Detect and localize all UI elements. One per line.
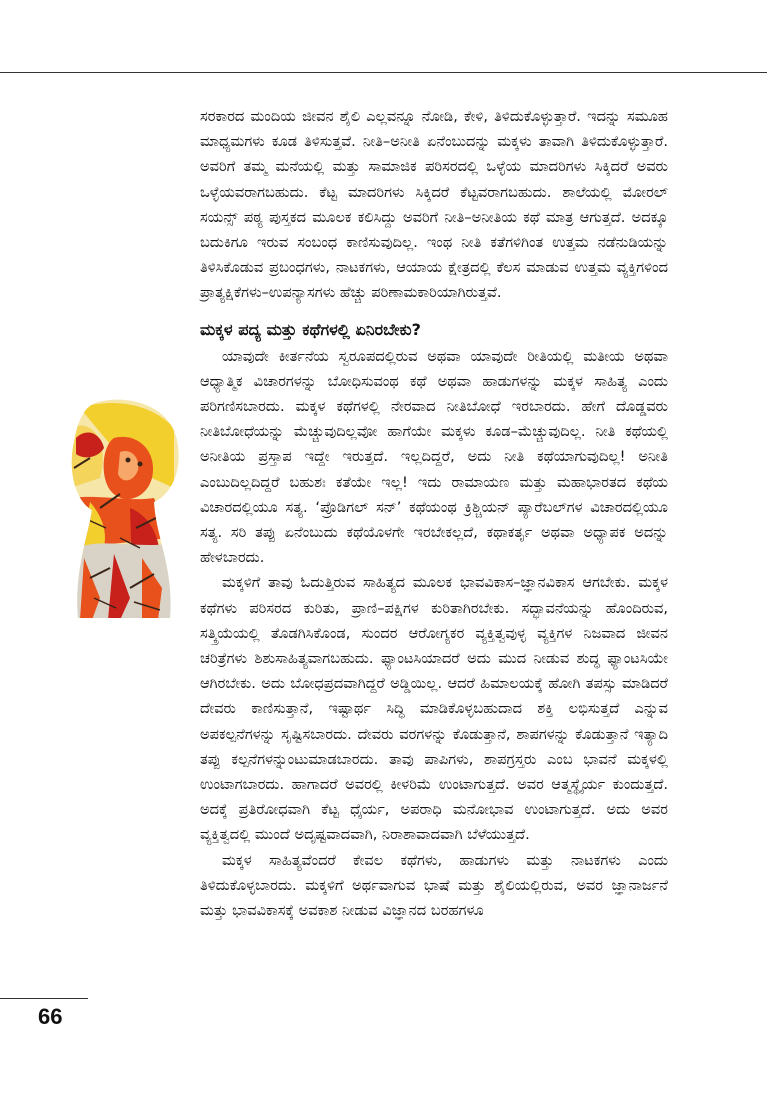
header-rule	[0, 72, 767, 73]
paragraph-1: ಸರಕಾರದ ಮಂದಿಯ ಜೀವನ ಶೈಲಿ ಎಲ್ಲವನ್ನೂ ನೋಡಿ, ಕೇಳಿ, ತಿಳಿದುಕೊಳ್ಳುತ್ತಾರೆ. ಇದನ್ನು ಸಮೂಹ ಮಾಧ್ಯಮಗಳು ಕೂಡ ತಿಳಿಸುತ್ತವೆ. ನೀತಿ–ಅನೀತಿ ಏನೆಂಬುದನ್ನು ಮಕ್ಕಳು ತಾವಾಗಿ ತಿಳಿದುಕೊಳ್ಳುತ್ತಾರೆ. ಅವರಿಗೆ ತಮ್ಮ ಮನೆಯಲ್ಲಿ ಮತ್ತು ಸಾಮಾಜಿಕ ಪರಿಸರದಲ್ಲಿ ಒಳ್ಳೆಯ ಮಾದರಿಗಳು ಸಿಕ್ಕಿದರೆ ಅವರು ಒಳ್ಳೆಯವರಾಗಬಹುದು. ಕೆಟ್ಟ ಮಾದರಿಗಳು ಸಿಕ್ಕಿದರೆ ಕೆಟ್ಟವರಾಗಬಹುದು. ಶಾಲೆಯಲ್ಲಿ ಮೋರಲ್ ಸಯನ್ಸ್ ಪಠ್ಯ ಪುಸ್ತಕದ ಮೂಲಕ ಕಲಿಸಿದ್ದು ಅವರಿಗೆ ನೀತಿ–ಅನೀತಿಯ ಕಥೆ ಮಾತ್ರ ಆಗುತ್ತದೆ. ಅದಕ್ಕೂ ಬದುಕಿಗೂ ಇರುವ ಸಂಬಂಧ ಕಾಣಿಸುವುದಿಲ್ಲ. ಇಂಥ ನೀತಿ ಕತೆಗಳಿಗಿಂತ ಉತ್ತಮ ನಡೆನುಡಿಯನ್ನು ತಿಳಿಸಿಕೊಡುವ ಪ್ರಬಂಧಗಳು, ನಾಟಕಗಳು, ಆಯಾಯ ಕ್ಷೇತ್ರದಲ್ಲಿ ಕೆಲಸ ಮಾಡುವ ಉತ್ತಮ ವ್ಯಕ್ತಿಗಳಿಂದ ಪ್ರಾತ್ಯಕ್ಷಿಕೆಗಳು–ಉಪನ್ಯಾಸಗಳು ಹೆಚ್ಚು ಪರಿಣಾಮಕಾರಿಯಾಗಿರುತ್ತವೆ.	[200, 108, 668, 302]
paragraph-3: ಮಕ್ಕಳಿಗೆ ತಾವು ಓದುತ್ತಿರುವ ಸಾಹಿತ್ಯದ ಮೂಲಕ ಭಾವವಿಕಾಸ–ಜ್ಞಾನವಿಕಾಸ ಆಗಬೇಕು. ಮಕ್ಕಳ ಕಥೆಗಳು ಪರಿಸರದ ಕುರಿತು, ಪ್ರಾಣಿ–ಪಕ್ಷಿಗಳ ಕುರಿತಾಗಿರಬೇಕು. ಸದ್ಭಾವನೆಯನ್ನು ಹೊಂದಿರುವ, ಸತ್ಕ್ರಿಯೆಯಲ್ಲಿ ತೊಡಗಿಸಿಕೊಂಡ, ಸುಂದರ ಆರೋಗ್ಯಕರ ವ್ಯಕ್ತಿತ್ವವುಳ್ಳ ವ್ಯಕ್ತಿಗಳ ನಿಜವಾದ ಜೀವನ ಚರಿತ್ರೆಗಳು ಶಿಶುಸಾಹಿತ್ಯವಾಗಬಹುದು. ಫ್ಯಾಂಟಸಿಯಾದರೆ ಅದು ಮುದ ನೀಡುವ ಶುದ್ಧ ಫ್ಯಾಂಟಸಿಯೇ ಆಗಿರಬೇಕು. ಅದು ಬೋಧಪ್ರದವಾಗಿದ್ದರೆ ಅಡ್ಡಿಯಿಲ್ಲ. ಆದರೆ ಹಿಮಾಲಯಕ್ಕೆ ಹೋಗಿ ತಪಸ್ಸು ಮಾಡಿದರೆ ದೇವರು ಕಾಣಿಸುತ್ತಾನೆ, ಇಷ್ಟಾರ್ಥ ಸಿದ್ಧಿ ಮಾಡಿಕೊಳ್ಳಬಹುದಾದ ಶಕ್ತಿ ಲಭಿಸುತ್ತದೆ ಎನ್ನುವ ಅಪಕಲ್ಪನೆಗಳನ್ನು ಸೃಷ್ಟಿಸಬಾರದು. ದೇವರು ವರಗಳನ್ನು ಕೊಡುತ್ತಾನೆ, ಶಾಪಗಳನ್ನು ಕೊಡುತ್ತಾನೆ ಇತ್ಯಾದಿ ತಪ್ಪು ಕಲ್ಪನೆಗಳನ್ನುಂಟುಮಾಡಬಾರದು. ತಾವು ಪಾಪಿಗಳು, ಶಾಪಗ್ರಸ್ತರು ಎಂಬ ಭಾವನೆ ಮಕ್ಕಳಲ್ಲಿ ಉಂಟಾಗಬಾರದು. ಹಾಗಾದರೆ ಅವರಲ್ಲಿ ಕೀಳರಿಮೆ ಉಂಟಾಗುತ್ತದೆ. ಅವರ ಆತ್ಮಸ್ಥೈರ್ಯ ಕುಂದುತ್ತದೆ. ಅದಕ್ಕೆ ಪ್ರತಿರೋಧವಾಗಿ ಕೆಟ್ಟ ಧೈರ್ಯ, ಅಪರಾಧಿ ಮನೋಭಾವ ಉಂಟಾಗುತ್ತದೆ. ಅದು ಅವರ ವ್ಯಕ್ತಿತ್ವದಲ್ಲಿ ಮುಂದೆ ಅದೃಷ್ಟವಾದವಾಗಿ, ನಿರಾಶಾವಾದವಾಗಿ ಬೆಳೆಯುತ್ತದೆ.	[200, 574, 668, 844]
page-number-rule	[0, 998, 88, 999]
article-body	[200, 104, 668, 923]
paragraph-2: ಯಾವುದೇ ಕೀರ್ತನೆಯ ಸ್ವರೂಪದಲ್ಲಿರುವ ಅಥವಾ ಯಾವುದೇ ರೀತಿಯಲ್ಲಿ ಮತೀಯ ಅಥವಾ ಆಧ್ಯಾತ್ಮಿಕ ವಿಚಾರಗಳನ್ನು ಬೋಧಿಸುವಂಥ ಕಥೆ ಅಥವಾ ಹಾಡುಗಳನ್ನು ಮಕ್ಕಳ ಸಾಹಿತ್ಯ ಎಂದು ಪರಿಗಣಿಸಬಾರದು. ಮಕ್ಕಳ ಕಥೆಗಳಲ್ಲಿ ನೇರವಾದ ನೀತಿಬೋಧೆ ಇರಬಾರದು. ಹೇಗೆ ದೊಡ್ಡವರು ನೀತಿಬೋಧೆಯನ್ನು ಮೆಚ್ಚುವುದಿಲ್ಲವೋ ಹಾಗೆಯೇ ಮಕ್ಕಳು ಕೂಡ–ಮೆಚ್ಚುವುದಿಲ್ಲ. ನೀತಿ ಕಥೆಯಲ್ಲಿ ಅನೀತಿಯ ಪ್ರಸ್ತಾಪ ಇದ್ದೇ ಇರುತ್ತದೆ. ಇಲ್ಲದಿದ್ದರೆ, ಅದು ನೀತಿ ಕಥೆಯಾಗುವುದಿಲ್ಲ! ಅನೀತಿ ಎಂಬುದಿಲ್ಲದಿದ್ದರೆ ಬಹುಶಃ ಕತೆಯೇ ಇಲ್ಲ! ಇದು ರಾಮಾಯಣ ಮತ್ತು ಮಹಾಭಾರತದ ಕಥೆಯ ವಿಚಾರದಲ್ಲಿಯೂ ಸತ್ಯ. ‘ಪ್ರೊಡಿಗಲ್ ಸನ್’ ಕಥೆಯಂಥ ಕ್ರಿಶ್ಚಿಯನ್ ಪ್ಯಾರೆಬಲ್‌ಗಳ ವಿಚಾರದಲ್ಲಿಯೂ ಸತ್ಯ. ಸರಿ ತಪ್ಪು ಏನೆಂಬುದು ಕಥೆಯೊಳಗೇ ಇರಬೇಕಲ್ಲದೆ, ಕಥಾಕರ್ತೃ ಅಥವಾ ಅಧ್ಯಾಪಕ ಅದನ್ನು ಹೇಳಬಾರದು.	[200, 347, 668, 567]
page-number: 66	[38, 1004, 63, 1029]
child-painting-icon	[70, 398, 182, 620]
paragraph-4: ಮಕ್ಕಳ ಸಾಹಿತ್ಯವೆಂದರೆ ಕೇವಲ ಕಥೆಗಳು, ಹಾಡುಗಳು ಮತ್ತು ನಾಟಕಗಳು ಎಂದು ತಿಳಿದುಕೊಳ್ಳಬಾರದು. ಮಕ್ಕಳಿಗೆ ಅರ್ಥವಾಗುವ ಭಾಷೆ ಮತ್ತು ಶೈಲಿಯಲ್ಲಿರುವ, ಅವರ ಜ್ಞಾನಾರ್ಜನೆ ಮತ್ತು ಭಾವವಿಕಾಸಕ್ಕೆ ಅವಕಾಶ ನೀಡುವ ವಿಜ್ಞಾನದ ಬರಹಗಳೂ	[200, 851, 668, 920]
section-heading: ಮಕ್ಕಳ ಪದ್ಯ ಮತ್ತು ಕಥೆಗಳಲ್ಲಿ ಏನಿರಬೇಕು?	[200, 319, 421, 339]
